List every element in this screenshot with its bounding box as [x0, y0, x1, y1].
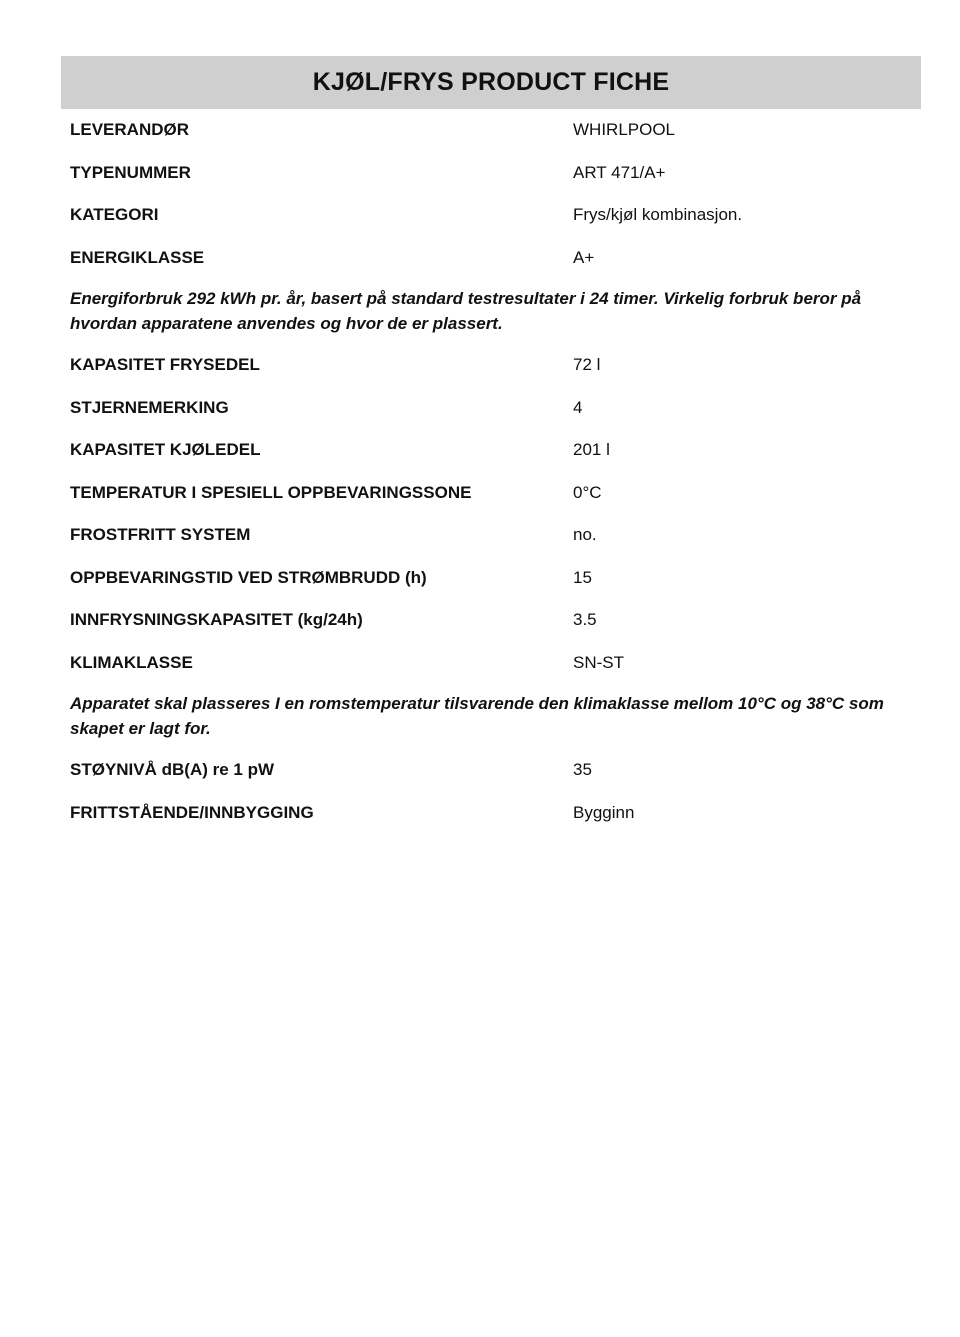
- row-label: TYPENUMMER: [70, 162, 191, 182]
- row-label: TEMPERATUR I SPESIELL OPPBEVARINGSSONE: [70, 482, 472, 502]
- row-value: ART 471/A+: [573, 162, 666, 182]
- row-label: KLIMAKLASSE: [70, 652, 193, 672]
- row-label: KAPASITET FRYSEDEL: [70, 355, 260, 375]
- row-stoyniva: [70, 749, 912, 792]
- row-value: WHIRLPOOL: [573, 120, 676, 140]
- row-value: no.: [573, 525, 597, 545]
- row-value: 72 l: [573, 355, 601, 375]
- row-typenummer: [70, 152, 912, 195]
- climate-note: Apparatet skal plasseres I en romstemperatur tilsvarende den klimaklasse mellom 10°C og 38°C som skapet er lagt for.: [70, 694, 884, 738]
- row-label: FRITTSTÅENDE/INNBYGGING: [70, 802, 314, 822]
- row-kapasitet-frysedel: [70, 344, 912, 387]
- row-frittstaende-innbygging: [70, 792, 912, 835]
- row-kategori: [70, 194, 912, 237]
- row-leverandor: [70, 109, 912, 152]
- row-frostfritt-system: [70, 514, 912, 557]
- row-label: LEVERANDØR: [70, 120, 190, 140]
- row-label: STØYNIVÅ dB(A) re 1 pW: [70, 760, 275, 780]
- row-value: SN-ST: [573, 652, 624, 672]
- title-bar: [61, 56, 921, 109]
- row-label: KATEGORI: [70, 205, 159, 225]
- row-value: 3.5: [573, 610, 597, 630]
- row-label: INNFRYSNINGSKAPASITET (kg/24h): [70, 610, 363, 630]
- row-value: 201 l: [573, 440, 610, 460]
- row-value: 35: [573, 760, 592, 780]
- row-temperatur-sone: [70, 472, 912, 515]
- row-value: A+: [573, 247, 595, 267]
- row-stjernemerking: [70, 387, 912, 430]
- row-value: 4: [573, 397, 583, 417]
- row-energiklasse: [70, 237, 912, 280]
- row-klimaklasse: [70, 642, 912, 685]
- row-label: OPPBEVARINGSTID VED STRØMBRUDD (h): [70, 567, 427, 587]
- row-value: 15: [573, 567, 592, 587]
- row-value: Bygginn: [573, 802, 635, 822]
- row-label: KAPASITET KJØLEDEL: [70, 440, 261, 460]
- fiche-rows: [61, 109, 921, 834]
- row-label: FROSTFRITT SYSTEM: [70, 525, 251, 545]
- page-title: KJØL/FRYS PRODUCT FICHE: [312, 68, 670, 96]
- row-value: Frys/kjøl kombinasjon.: [573, 205, 743, 225]
- row-label: ENERGIKLASSE: [70, 247, 205, 267]
- row-label: STJERNEMERKING: [70, 397, 229, 417]
- row-innfrysningskapasitet: [70, 599, 912, 642]
- product-fiche: [61, 56, 921, 834]
- row-value: 0°C: [573, 482, 602, 502]
- row-kapasitet-kjoledel: [70, 429, 912, 472]
- energy-note: Energiforbruk 292 kWh pr. år, basert på standard testresultater i 24 timer. Virkelig forbruk beror på hvordan apparatene anvendes og hvor de er plassert.: [70, 289, 862, 333]
- row-oppbevaringstid: [70, 557, 912, 600]
